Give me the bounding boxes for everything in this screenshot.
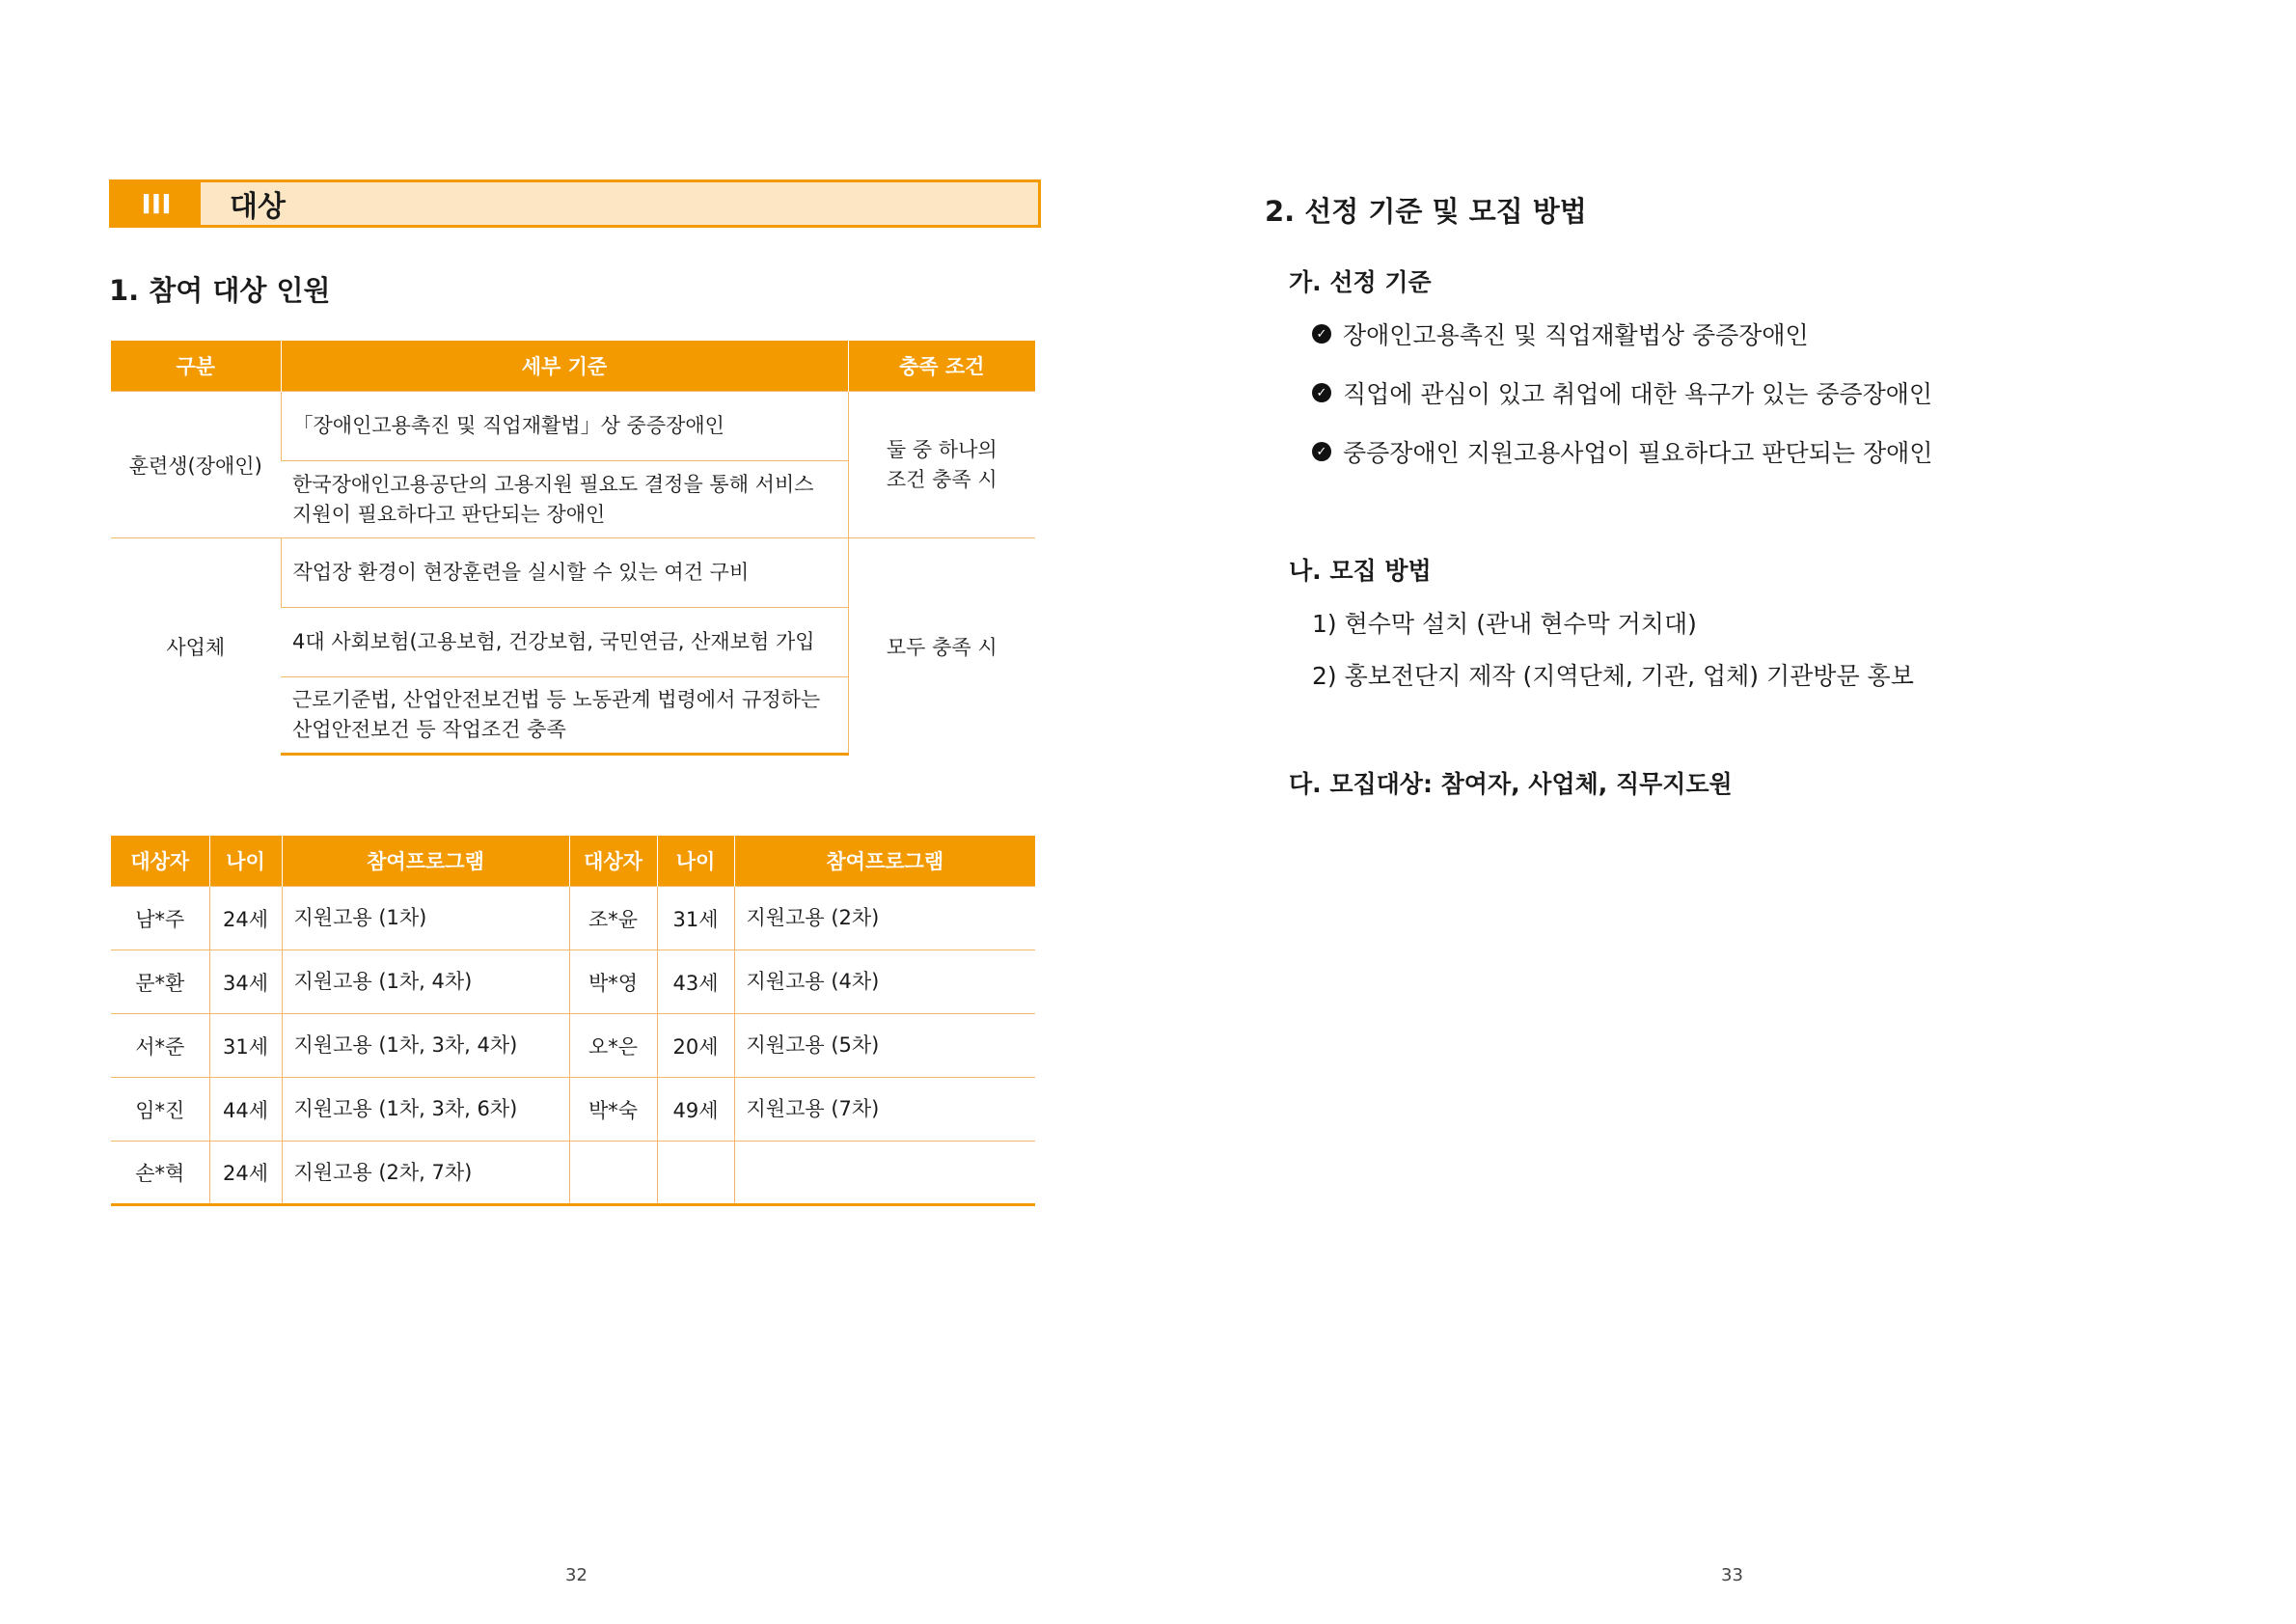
name-cell: 손*혁 — [111, 1142, 209, 1205]
program-cell: 지원고용 (5차) — [734, 1014, 1035, 1078]
age-cell: 20세 — [657, 1014, 734, 1078]
col-header: 세부 기준 — [281, 341, 848, 392]
name-cell: 문*환 — [111, 950, 209, 1014]
name-cell: 오*은 — [569, 1014, 657, 1078]
participants-table — [111, 836, 1035, 1206]
col-header: 대상자 — [111, 836, 209, 887]
age-cell: 44세 — [209, 1078, 282, 1142]
name-cell: 박*숙 — [569, 1078, 657, 1142]
criteria-table — [111, 341, 1035, 756]
name-cell: 임*진 — [111, 1078, 209, 1142]
section-title: 대상 — [230, 190, 286, 224]
age-cell: 43세 — [657, 950, 734, 1014]
criteria-cell: 「장애인고용촉진 및 직업재활법」상 중증장애인 — [281, 392, 848, 461]
program-cell — [734, 1142, 1035, 1205]
criteria-text: 중증장애인 지원고용사업이 필요하다고 판단되는 장애인 — [1343, 439, 1933, 467]
age-cell — [657, 1142, 734, 1205]
age-cell: 34세 — [209, 950, 282, 1014]
name-cell — [569, 1142, 657, 1205]
criteria-cell: 한국장애인고용공단의 고용지원 필요도 결정을 통해 서비스 지원이 필요하다고 판단되는 장애인 — [281, 461, 848, 538]
program-cell: 지원고용 (1차, 3차, 4차) — [282, 1014, 569, 1078]
name-cell: 박*영 — [569, 950, 657, 1014]
name-cell: 남*주 — [111, 887, 209, 950]
method-item: 2) 홍보전단지 제작 (지역단체, 기관, 업체) 기관방문 홍보 — [1312, 662, 1914, 690]
col-header: 충족 조건 — [848, 341, 1035, 392]
section-number: III — [112, 182, 201, 225]
category-cell: 훈련생(장애인) — [111, 392, 281, 538]
criteria-item — [1312, 375, 1932, 410]
table-row — [111, 1078, 1035, 1142]
condition-cell: 둘 중 하나의 조건 충족 시 — [848, 392, 1035, 538]
program-cell: 지원고용 (7차) — [734, 1078, 1035, 1142]
program-cell: 지원고용 (2차) — [734, 887, 1035, 950]
heading-selection: 2. 선정 기준 및 모집 방법 — [1265, 195, 1587, 228]
col-header: 대상자 — [569, 836, 657, 887]
section-header — [109, 179, 1041, 228]
subheading-criteria: 가. 선정 기준 — [1289, 268, 1432, 296]
col-header: 참여프로그램 — [282, 836, 569, 887]
table-row — [111, 887, 1035, 950]
age-cell: 24세 — [209, 887, 282, 950]
age-cell: 24세 — [209, 1142, 282, 1205]
col-header: 구분 — [111, 341, 281, 392]
table-row — [111, 392, 1035, 461]
page-number: 33 — [1721, 1565, 1743, 1585]
criteria-cell: 4대 사회보험(고용보험, 건강보험, 국민연금, 산재보험 가입 — [281, 608, 848, 677]
table-row — [111, 1014, 1035, 1078]
subheading-targets: 다. 모집대상: 참여자, 사업체, 직무지도원 — [1289, 770, 1733, 798]
subheading-methods: 나. 모집 방법 — [1289, 557, 1432, 585]
criteria-item — [1312, 434, 1932, 469]
criteria-cell: 근로기준법, 산업안전보건법 등 노동관계 법령에서 규정하는 산업안전보건 등 작업조건 충족 — [281, 677, 848, 755]
check-circle-icon: ✓ — [1312, 442, 1331, 461]
col-header: 나이 — [657, 836, 734, 887]
col-header: 나이 — [209, 836, 282, 887]
criteria-cell: 작업장 환경이 현장훈련을 실시할 수 있는 여건 구비 — [281, 538, 848, 608]
method-item: 1) 현수막 설치 (관내 현수막 거치대) — [1312, 610, 1697, 638]
criteria-text: 직업에 관심이 있고 취업에 대한 욕구가 있는 중증장애인 — [1343, 380, 1933, 408]
check-circle-icon: ✓ — [1312, 324, 1331, 344]
category-cell: 사업체 — [111, 538, 281, 755]
age-cell: 49세 — [657, 1078, 734, 1142]
program-cell: 지원고용 (1차, 3차, 6차) — [282, 1078, 569, 1142]
age-cell: 31세 — [209, 1014, 282, 1078]
criteria-item — [1312, 317, 1809, 351]
age-cell: 31세 — [657, 887, 734, 950]
criteria-text: 장애인고용촉진 및 직업재활법상 중증장애인 — [1343, 321, 1809, 349]
program-cell: 지원고용 (1차, 4차) — [282, 950, 569, 1014]
program-cell: 지원고용 (1차) — [282, 887, 569, 950]
table-row — [111, 950, 1035, 1014]
page-number: 32 — [565, 1565, 588, 1585]
program-cell: 지원고용 (4차) — [734, 950, 1035, 1014]
name-cell: 조*윤 — [569, 887, 657, 950]
table-row — [111, 1142, 1035, 1205]
heading-participants: 1. 참여 대상 인원 — [109, 274, 331, 307]
col-header: 참여프로그램 — [734, 836, 1035, 887]
program-cell: 지원고용 (2차, 7차) — [282, 1142, 569, 1205]
name-cell: 서*준 — [111, 1014, 209, 1078]
check-circle-icon: ✓ — [1312, 383, 1331, 402]
table-row — [111, 538, 1035, 608]
condition-cell: 모두 충족 시 — [848, 538, 1035, 755]
